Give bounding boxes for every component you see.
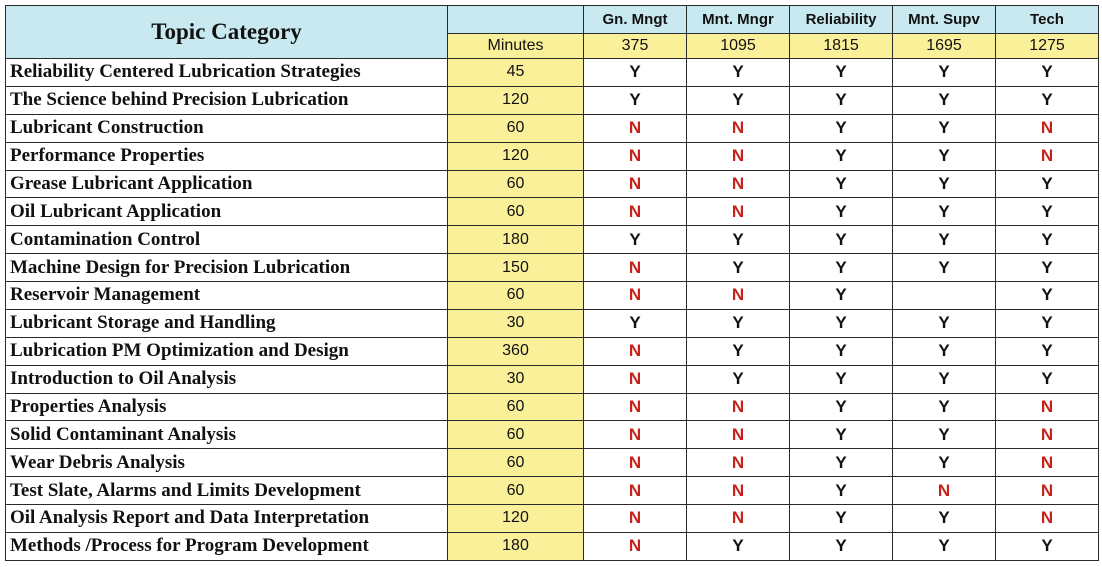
flag-reliability: Y [790,309,893,337]
topic-minutes: 120 [448,86,584,114]
flag-reliability: Y [790,393,893,421]
flag-mnt-mngr: Y [687,309,790,337]
flag-mnt-mngr: N [687,449,790,477]
flag-gn-mngt: N [584,282,687,310]
topic-name: Lubricant Construction [6,114,448,142]
topic-minutes: 60 [448,114,584,142]
minutes-column-header-blank [448,6,584,34]
table-row [6,86,1099,114]
flag-reliability: Y [790,421,893,449]
role-header-mnt-mngr: Mnt. Mngr [687,6,790,34]
table-row [6,532,1099,560]
flag-tech: Y [996,337,1099,365]
role-minutes-mnt-supv: 1695 [893,34,996,59]
flag-tech: Y [996,59,1099,87]
flag-gn-mngt: Y [584,59,687,87]
flag-mnt-supv: Y [893,393,996,421]
flag-tech: Y [996,532,1099,560]
table-row [6,337,1099,365]
topic-name: Reservoir Management [6,282,448,310]
flag-reliability: Y [790,365,893,393]
table-row [6,505,1099,533]
topic-name: Performance Properties [6,142,448,170]
flag-mnt-mngr: N [687,393,790,421]
training-matrix-table [5,5,1099,561]
role-minutes-gn-mngt: 375 [584,34,687,59]
topic-name: Lubrication PM Optimization and Design [6,337,448,365]
table-row [6,365,1099,393]
role-header-gn-mngt: Gn. Mngt [584,6,687,34]
flag-mnt-mngr: N [687,477,790,505]
flag-reliability: Y [790,532,893,560]
flag-tech: Y [996,365,1099,393]
header-row-roles [6,6,1099,34]
flag-mnt-mngr: Y [687,254,790,282]
topic-minutes: 120 [448,505,584,533]
topic-name: Reliability Centered Lubrication Strategies [6,59,448,87]
topic-minutes: 30 [448,365,584,393]
flag-gn-mngt: Y [584,86,687,114]
flag-mnt-supv [893,282,996,310]
flag-gn-mngt: N [584,421,687,449]
topic-minutes: 180 [448,226,584,254]
flag-gn-mngt: N [584,254,687,282]
table-row [6,170,1099,198]
topic-category-header: Topic Category [6,6,448,59]
table-row [6,198,1099,226]
flag-mnt-supv: Y [893,59,996,87]
flag-gn-mngt: N [584,365,687,393]
table-row [6,477,1099,505]
flag-mnt-supv: Y [893,170,996,198]
role-header-mnt-supv: Mnt. Supv [893,6,996,34]
flag-tech: Y [996,198,1099,226]
topic-minutes: 180 [448,532,584,560]
flag-mnt-supv: Y [893,142,996,170]
flag-reliability: Y [790,337,893,365]
flag-tech: Y [996,309,1099,337]
flag-mnt-supv: Y [893,309,996,337]
flag-mnt-mngr: Y [687,59,790,87]
flag-mnt-supv: Y [893,114,996,142]
flag-gn-mngt: Y [584,226,687,254]
flag-mnt-mngr: N [687,505,790,533]
flag-mnt-supv: Y [893,421,996,449]
flag-mnt-supv: Y [893,449,996,477]
flag-mnt-mngr: N [687,198,790,226]
flag-mnt-mngr: N [687,282,790,310]
topic-minutes: 60 [448,421,584,449]
topic-minutes: 120 [448,142,584,170]
topic-minutes: 60 [448,282,584,310]
minutes-label: Minutes [448,34,584,59]
topic-minutes: 60 [448,393,584,421]
table-row [6,114,1099,142]
flag-mnt-supv: Y [893,532,996,560]
flag-tech: N [996,393,1099,421]
topic-minutes: 45 [448,59,584,87]
flag-gn-mngt: N [584,170,687,198]
flag-tech: Y [996,226,1099,254]
role-minutes-mnt-mngr: 1095 [687,34,790,59]
flag-mnt-supv: Y [893,198,996,226]
topic-name: Introduction to Oil Analysis [6,365,448,393]
flag-tech: N [996,477,1099,505]
flag-mnt-supv: Y [893,86,996,114]
flag-reliability: Y [790,114,893,142]
flag-mnt-supv: N [893,477,996,505]
topic-minutes: 30 [448,309,584,337]
flag-mnt-supv: Y [893,337,996,365]
flag-mnt-supv: Y [893,505,996,533]
flag-gn-mngt: N [584,114,687,142]
topic-minutes: 360 [448,337,584,365]
flag-reliability: Y [790,198,893,226]
flag-tech: N [996,114,1099,142]
flag-reliability: Y [790,142,893,170]
flag-gn-mngt: Y [584,309,687,337]
flag-mnt-mngr: Y [687,365,790,393]
topic-name: Test Slate, Alarms and Limits Development [6,477,448,505]
table-row [6,393,1099,421]
flag-gn-mngt: N [584,393,687,421]
flag-tech: N [996,505,1099,533]
flag-reliability: Y [790,226,893,254]
flag-tech: Y [996,86,1099,114]
table-row [6,142,1099,170]
topic-rows [6,59,1099,561]
flag-tech: N [996,449,1099,477]
flag-reliability: Y [790,449,893,477]
flag-mnt-mngr: Y [687,86,790,114]
flag-mnt-supv: Y [893,226,996,254]
topic-minutes: 60 [448,477,584,505]
topic-name: Oil Analysis Report and Data Interpretation [6,505,448,533]
flag-tech: Y [996,170,1099,198]
flag-mnt-mngr: Y [687,226,790,254]
flag-tech: N [996,142,1099,170]
flag-reliability: Y [790,254,893,282]
table-row [6,226,1099,254]
flag-gn-mngt: N [584,449,687,477]
flag-mnt-mngr: N [687,114,790,142]
role-header-tech: Tech [996,6,1099,34]
flag-mnt-mngr: Y [687,532,790,560]
flag-mnt-mngr: Y [687,337,790,365]
flag-mnt-mngr: N [687,142,790,170]
table-row [6,59,1099,87]
topic-name: Machine Design for Precision Lubrication [6,254,448,282]
flag-gn-mngt: N [584,198,687,226]
table-row [6,449,1099,477]
topic-name: Solid Contaminant Analysis [6,421,448,449]
table-row [6,254,1099,282]
flag-reliability: Y [790,86,893,114]
role-minutes-tech: 1275 [996,34,1099,59]
topic-minutes: 60 [448,170,584,198]
flag-mnt-supv: Y [893,365,996,393]
topic-name: Wear Debris Analysis [6,449,448,477]
table-row [6,309,1099,337]
topic-name: Properties Analysis [6,393,448,421]
flag-reliability: Y [790,505,893,533]
table-row [6,421,1099,449]
flag-mnt-supv: Y [893,254,996,282]
topic-name: Grease Lubricant Application [6,170,448,198]
flag-reliability: Y [790,170,893,198]
role-minutes-reliability: 1815 [790,34,893,59]
flag-tech: Y [996,282,1099,310]
role-header-reliability: Reliability [790,6,893,34]
flag-gn-mngt: N [584,477,687,505]
flag-mnt-mngr: N [687,170,790,198]
topic-name: Methods /Process for Program Development [6,532,448,560]
flag-reliability: Y [790,477,893,505]
flag-mnt-mngr: N [687,421,790,449]
flag-gn-mngt: N [584,337,687,365]
topic-name: Lubricant Storage and Handling [6,309,448,337]
topic-name: The Science behind Precision Lubrication [6,86,448,114]
topic-name: Contamination Control [6,226,448,254]
flag-gn-mngt: N [584,532,687,560]
flag-reliability: Y [790,59,893,87]
topic-name: Oil Lubricant Application [6,198,448,226]
flag-gn-mngt: N [584,505,687,533]
topic-minutes: 60 [448,198,584,226]
table-row [6,282,1099,310]
flag-gn-mngt: N [584,142,687,170]
flag-tech: N [996,421,1099,449]
topic-minutes: 150 [448,254,584,282]
topic-minutes: 60 [448,449,584,477]
flag-reliability: Y [790,282,893,310]
flag-tech: Y [996,254,1099,282]
